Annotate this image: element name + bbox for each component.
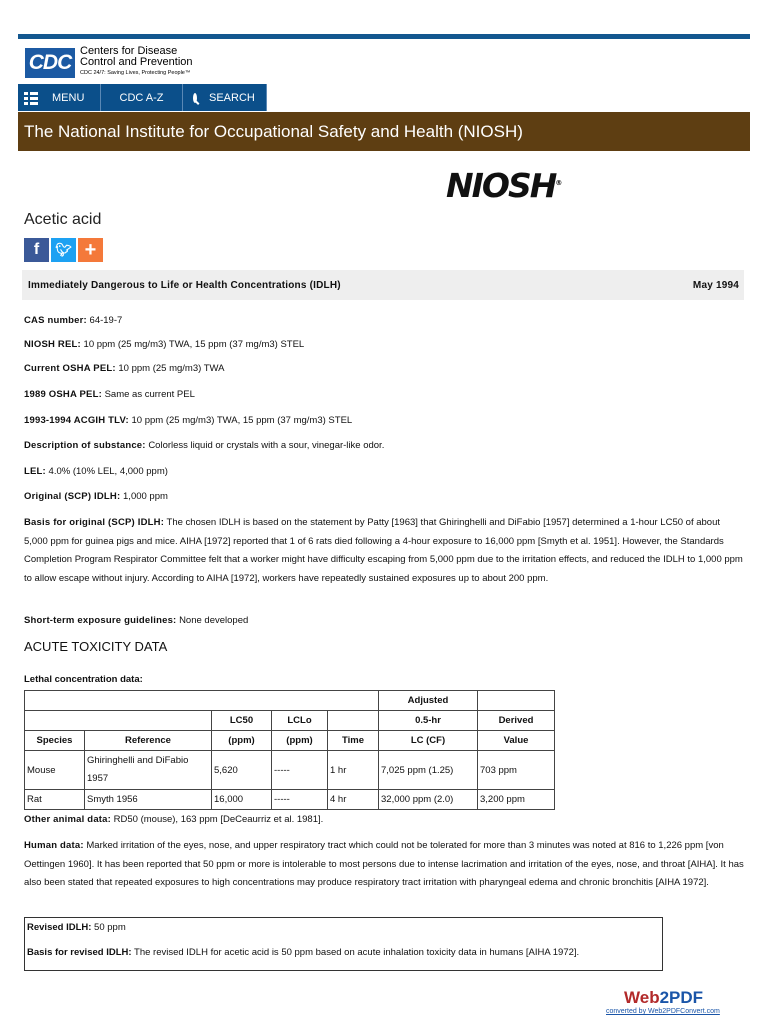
field-short-term-guidelines: Short-term exposure guidelines: None developed [24, 615, 249, 626]
menu-label: MENU [52, 91, 85, 104]
acute-toxicity-heading: ACUTE TOXICITY DATA [24, 639, 168, 654]
field-basis-original-idlh: Basis for original (SCP) IDLH: The chosen IDLH is based on the statement by Patty [1963] that Ghiringhelli and DiFabio [1957] determined a 1-hour LC50 of about 5,000 ppm for guinea pigs and mice. AIHA [1972] reported that 1 of 6 rats died following a 4-hour exposure to 16,000 ppm [Smyth et al. 1951]. However, the Standards Completion Program Respirator Committee felt that a worker might have difficulty escaping from 5,000 ppm due to the irritation effects, and reduced the IDLH to 1,000 ppm to allow escape without injury. According to AIHA [1972], workers have repeatedly sustained exposures up to about 200 ppm. [24, 517, 743, 584]
table-header-cell: Derived [478, 711, 555, 731]
table-header-cell: Species [25, 731, 85, 751]
field-human-data: Human data: Marked irritation of the eyes, nose, and upper respiratory tract which could not be tolerated for more than 3 minutes was noted at 816 to 1,226 ppm [von Oettingen 1960]. It has been reported that 50 ppm or more is intolerable to most persons due to intense lacrimation and irritation of the eyes, nose, and throat [AIHA]. It has also been stated that repeated exposures to high concentrations may produce respiratory tract irritation with pharyngeal edema and chronic bronchitis [AIHA 1972]. [24, 840, 744, 888]
table-cell: 703 ppm [478, 751, 555, 790]
table-header-cell: Reference [85, 731, 212, 751]
table-header-cell: LCLo [272, 711, 328, 731]
web2pdf-watermark[interactable] [606, 986, 746, 1020]
table-cell: ----- [272, 751, 328, 790]
cdc-az-label: CDC A-Z [119, 91, 164, 104]
page-title: Acetic acid [24, 211, 102, 228]
revised-idlh-box [24, 917, 663, 971]
table-cell: 4 hr [328, 790, 379, 810]
field-cas: CAS number: 64-19-7 [24, 315, 123, 326]
field-lel: LEL: 4.0% (10% LEL, 4,000 ppm) [24, 466, 168, 477]
search-icon [193, 93, 197, 103]
table-cell: Smyth 1956 [85, 790, 212, 810]
cdc-logo-text [80, 46, 193, 79]
niosh-logo: NIOSH® [446, 166, 561, 205]
cdc-az-button[interactable] [101, 84, 183, 111]
revised-idlh: Revised IDLH: 50 ppm [27, 922, 126, 933]
table-header-row [25, 691, 555, 711]
table-cell: 1 hr [328, 751, 379, 790]
search-button[interactable] [183, 84, 267, 111]
table-cell: 16,000 [212, 790, 272, 810]
table-cell: 7,025 ppm (1.25) [379, 751, 478, 790]
web2pdf-logo: Web2PDF [624, 988, 704, 1007]
table-row [25, 790, 555, 810]
cdc-logo[interactable] [25, 46, 193, 79]
table-header-cell: (ppm) [272, 731, 328, 751]
table-cell: ----- [272, 790, 328, 810]
table-cell: 5,620 [212, 751, 272, 790]
table-cell: 32,000 ppm (2.0) [379, 790, 478, 810]
menu-button[interactable] [18, 84, 101, 111]
logo-line2: Control and Prevention [80, 56, 193, 68]
revised-idlh-basis: Basis for revised IDLH: The revised IDLH for acetic acid is 50 ppm based on acute inhalation toxicity data in humans [AIHA 1972]. [27, 947, 580, 958]
niosh-banner [18, 112, 750, 151]
table-header-cell: LC (CF) [379, 731, 478, 751]
facebook-icon[interactable]: f [24, 238, 49, 262]
idlh-section-header [22, 270, 744, 300]
web2pdf-link[interactable]: converted by Web2PDFConvert.com [606, 1008, 720, 1015]
table-header-cell: Time [328, 731, 379, 751]
logo-line1: Centers for Disease [80, 45, 178, 57]
top-accent-bar [18, 34, 750, 39]
cdc-logo-mark: CDC [25, 48, 75, 78]
logo-tagline: CDC 24/7: Saving Lives, Protecting People™ [80, 70, 191, 76]
field-description: Description of substance: Colorless liquid or crystals with a sour, vinegar-like odor. [24, 440, 385, 451]
field-niosh-rel: NIOSH REL: 10 ppm (25 mg/m3) TWA, 15 ppm (37 mg/m3) STEL [24, 339, 305, 350]
menu-icon [24, 92, 38, 104]
field-other-animal-data: Other animal data: RD50 (mouse), 163 ppm [DeCeaurriz et al. 1981]. [24, 814, 324, 825]
field-original-idlh: Original (SCP) IDLH: 1,000 ppm [24, 491, 168, 502]
social-share-bar [24, 238, 105, 262]
table-header-cell: 0.5-hr [379, 711, 478, 731]
table-cell: Ghiringhelli and DiFabio 1957 [85, 751, 212, 790]
lethal-concentration-label: Lethal concentration data: [24, 674, 143, 685]
lethal-concentration-table [24, 690, 555, 810]
field-1989-osha-pel: 1989 OSHA PEL: Same as current PEL [24, 389, 195, 400]
table-header-row [25, 711, 555, 731]
table-header-cell: LC50 [212, 711, 272, 731]
section-date: May 1994 [692, 279, 739, 291]
section-heading: Immediately Dangerous to Life or Health Concentrations (IDLH) [28, 279, 341, 291]
table-cell: 3,200 ppm [478, 790, 555, 810]
banner-title[interactable]: The National Institute for Occupational Safety and Health (NIOSH) [24, 121, 523, 141]
main-nav [18, 84, 267, 111]
field-osha-pel: Current OSHA PEL: 10 ppm (25 mg/m3) TWA [24, 363, 225, 374]
add-share-icon[interactable]: + [78, 238, 103, 262]
field-acgih-tlv: 1993-1994 ACGIH TLV: 10 ppm (25 mg/m3) TWA, 15 ppm (37 mg/m3) STEL [24, 415, 353, 426]
table-cell: Rat [25, 790, 85, 810]
table-header-cell: Adjusted [379, 691, 478, 711]
table-header-cell: (ppm) [212, 731, 272, 751]
table-header-row [25, 731, 555, 751]
search-label: SEARCH [209, 91, 255, 104]
twitter-icon[interactable]: 🐦︎ [51, 238, 76, 262]
table-cell: Mouse [25, 751, 85, 790]
table-header-cell: Value [478, 731, 555, 751]
table-row [25, 751, 555, 790]
